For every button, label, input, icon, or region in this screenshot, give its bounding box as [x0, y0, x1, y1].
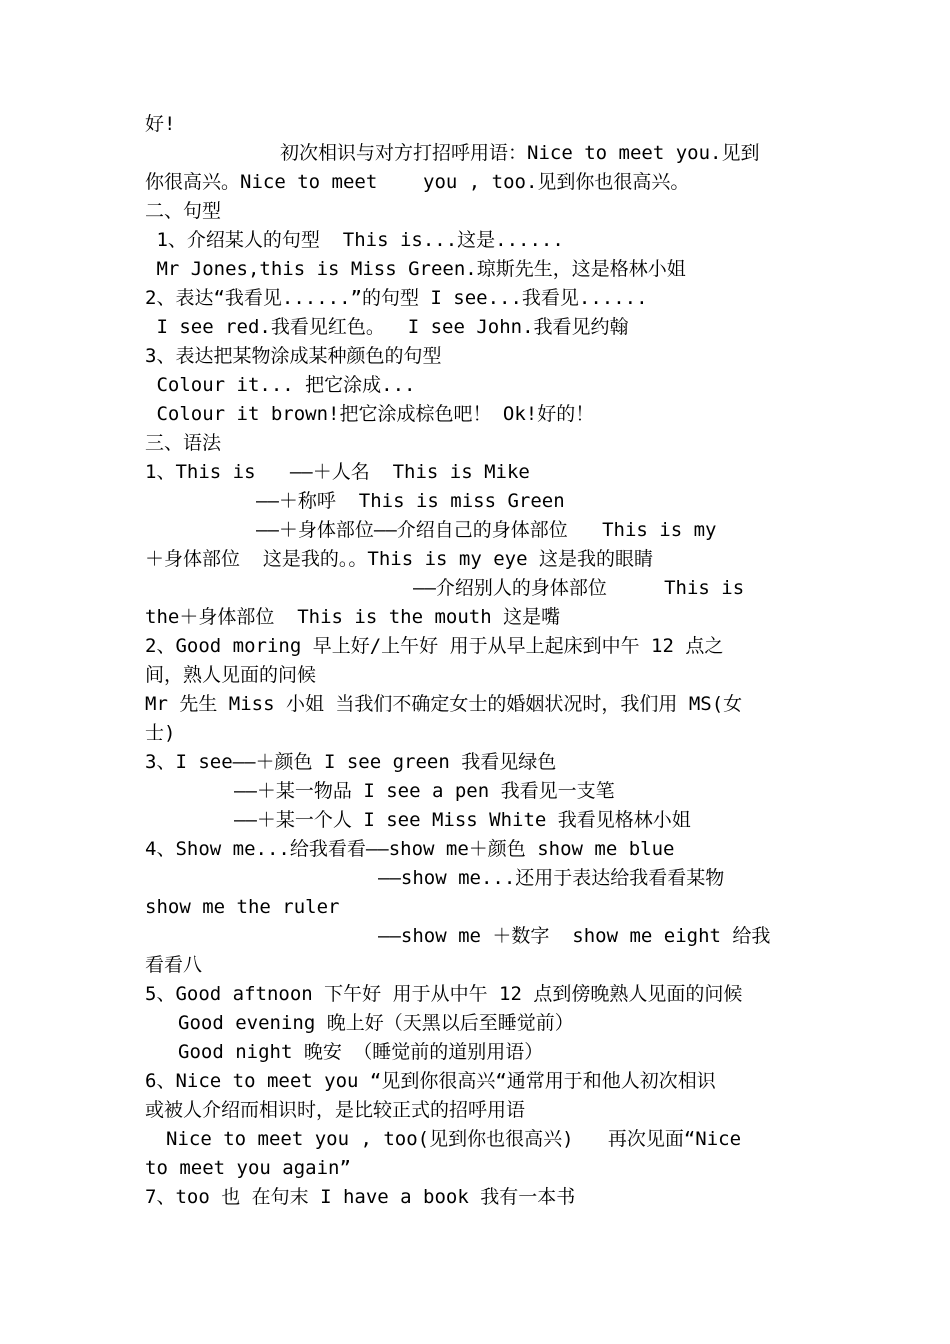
text-line: 1、This is ——＋人名 This is Mike — [145, 461, 530, 483]
text-line: 6、Nice to meet you “见到你很高兴“通常用于和他人初次相识 — [145, 1070, 716, 1092]
text-line: ——show me...还用于表达给我看看某物 — [378, 867, 725, 889]
text-line: 士) — [145, 722, 176, 744]
text-line: show me the ruler — [145, 896, 340, 918]
text-line: 你很高兴。Nice to meet you , too.见到你也很高兴。 — [145, 171, 690, 193]
text-line: ——＋称呼 This is miss Green — [256, 490, 565, 512]
text-line: ——介绍别人的身体部位 This is — [413, 577, 745, 599]
text-line: 初次相识与对方打招呼用语：Nice to meet you.见到 — [280, 142, 760, 164]
text-line: 4、Show me...给我看看——show me＋颜色 show me blue — [145, 838, 675, 860]
text-line: 1、介绍某人的句型 This is...这是...... — [145, 229, 564, 251]
text-line: ——＋某一物品 I see a pen 我看见一支笔 — [234, 780, 615, 802]
text-line: to meet you again” — [145, 1157, 351, 1179]
text-line: the＋身体部位 This is the mouth 这是嘴 — [145, 606, 561, 628]
text-line: Colour it brown!把它涂成棕色吧！ Ok!好的！ — [145, 403, 595, 425]
text-line: 或被人介绍而相识时，是比较正式的招呼用语 — [145, 1099, 526, 1121]
text-line: ——＋某一个人 I see Miss White 我看见格林小姐 — [234, 809, 691, 831]
text-line: 7、too 也 在句末 I have a book 我有一本书 — [145, 1186, 576, 1208]
text-line: 2、Good moring 早上好/上午好 用于从早上起床到中午 12 点之 — [145, 635, 724, 657]
text-line: Mr 先生 Miss 小姐 当我们不确定女士的婚姻状况时，我们用 MS(女 — [145, 693, 743, 715]
section-heading: 三、语法 — [145, 432, 222, 454]
text-line: Good night 晚安 （睡觉前的道别用语） — [178, 1041, 544, 1063]
text-line: ＋身体部位 这是我的。。This is my eye 这是我的眼睛 — [145, 548, 653, 570]
section-heading: 二、句型 — [145, 200, 222, 222]
text-line: Mr Jones,this is Miss Green.琼斯先生，这是格林小姐 — [145, 258, 686, 280]
text-line: Colour it... 把它涂成... — [145, 374, 416, 396]
text-line: 2、表达“我看见......”的句型 I see...我看见...... — [145, 287, 648, 309]
text-line: 间，熟人见面的问候 — [145, 664, 317, 686]
text-line: Good evening 晚上好（天黑以后至睡觉前） — [178, 1012, 574, 1034]
text-line: ——show me ＋数字 show me eight 给我 — [378, 925, 771, 947]
text-line: 好! — [145, 113, 176, 135]
text-line: ——＋身体部位——介绍自己的身体部位 This is my — [256, 519, 717, 541]
text-line: 3、表达把某物涂成某种颜色的句型 — [145, 345, 442, 367]
text-line: 3、I see——＋颜色 I see green 我看见绿色 — [145, 751, 557, 773]
text-line: 看看八 — [145, 954, 203, 976]
text-line: I see red.我看见红色。 I see John.我看见约翰 — [145, 316, 629, 338]
text-line: 5、Good aftnoon 下午好 用于从中午 12 点到傍晚熟人见面的问候 — [145, 983, 743, 1005]
text-line: Nice to meet you , too(见到你也很高兴) 再次见面“Nice — [166, 1128, 742, 1150]
